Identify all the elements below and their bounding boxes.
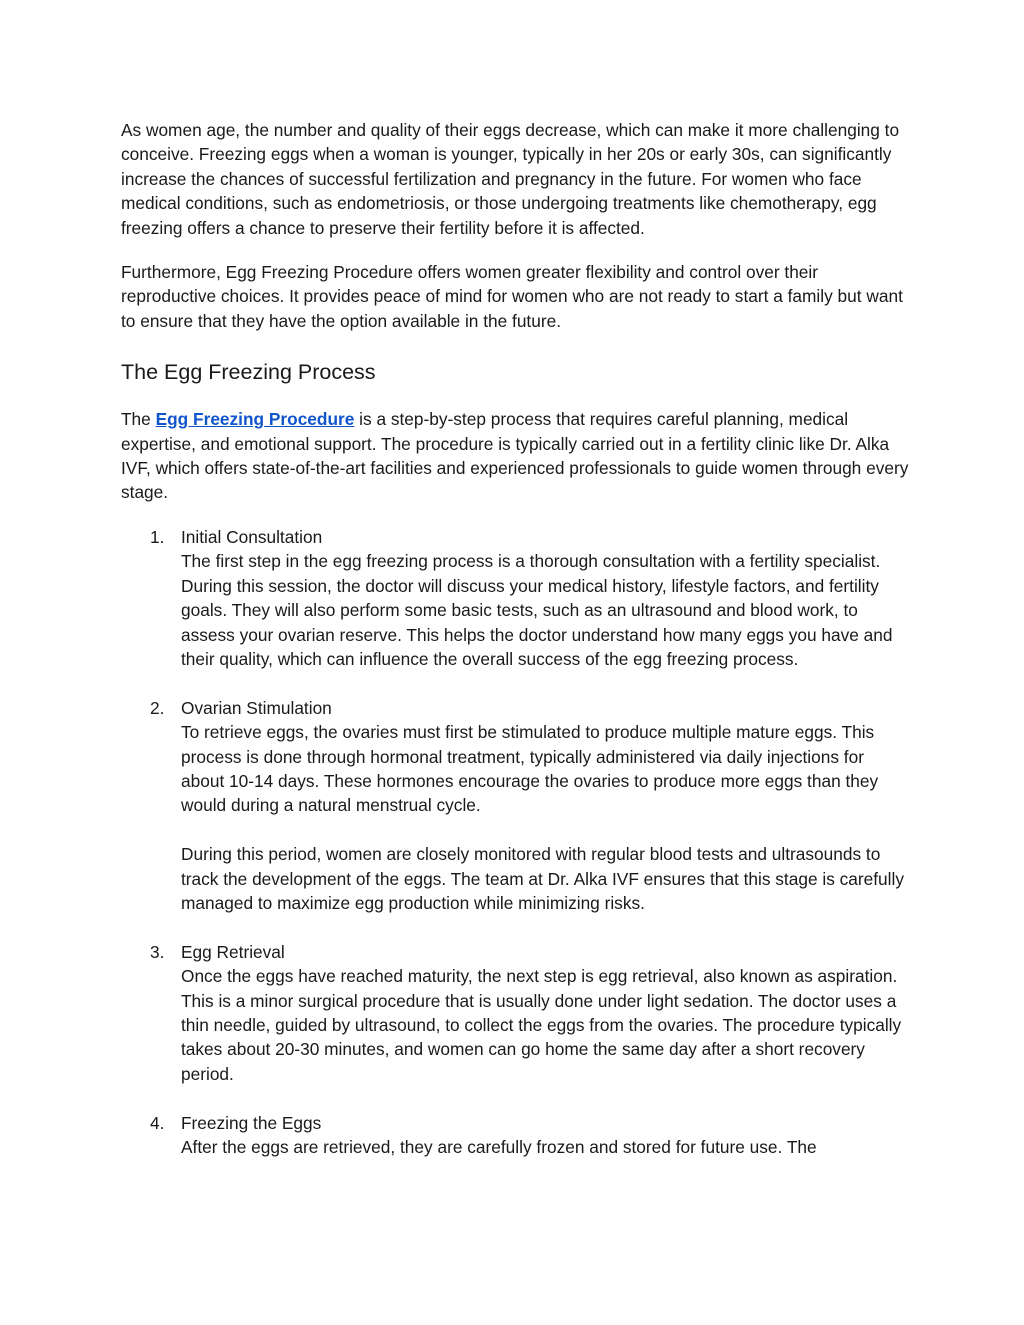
step-body-continued: During this period, women are closely monitored with regular blood tests and ultrasounds to track the development of the eggs. The team at Dr. Alka IVF ensures that this stage is carefully managed to maximize egg production while minimizing risks. xyxy=(181,844,904,913)
step-body: To retrieve eggs, the ovaries must first be stimulated to produce multiple mature eggs. This process is done through hormonal treatment, typically administered via daily injections for about 10-14 days. These hormones encourage the ovaries to produce more eggs than they would during a natural menstrual cycle. xyxy=(181,722,879,816)
list-item xyxy=(121,940,911,1111)
section-heading: The Egg Freezing Process xyxy=(121,360,376,385)
paragraph-age-and-egg-quality: As women age, the number and quality of their eggs decrease, which can make it more challenging to conceive. Freezing eggs when a woman is younger, typically in her 20s or early 30s, can significantly increase the chances of successful fertilization and pregnancy in the future. For women who face medical conditions, such as endometriosis, or those undergoing treatments like chemotherapy, egg freezing offers a chance to preserve their fertility before it is affected. xyxy=(121,120,900,238)
document-page xyxy=(121,118,911,1159)
list-item xyxy=(121,525,911,696)
step-number: 2. xyxy=(150,697,165,718)
step-number: 3. xyxy=(150,941,165,962)
step-body: After the eggs are retrieved, they are carefully frozen and stored for future use. The xyxy=(181,1136,817,1157)
step-title: Initial Consultation xyxy=(181,526,323,547)
step-title: Egg Retrieval xyxy=(181,941,285,962)
process-steps-list xyxy=(121,525,911,1160)
step-body: The first step in the egg freezing process is a thorough consultation with a fertility specialist. During this session, the doctor will discuss your medical history, lifestyle factors, and fertility goals. They will also perform some basic tests, such as an ultrasound and blood work, to assess your ovarian reserve. This helps the doctor understand how many eggs you have and their quality, which can influence the overall success of the egg freezing process. xyxy=(181,551,893,669)
step-title: Ovarian Stimulation xyxy=(181,697,332,718)
intro-suffix: is a step-by-step process that requires careful planning, medical expertise, and emotional support. The procedure is typically carried out in a fertility clinic like Dr. Alka IVF, which offers state-of-the-art facilities and experienced professionals to guide women through every stage. xyxy=(121,409,909,503)
step-title: Freezing the Eggs xyxy=(181,1112,322,1133)
intro-prefix: The xyxy=(121,409,156,430)
paragraph-flexibility: Furthermore, Egg Freezing Procedure offers women greater flexibility and control over their reproductive choices. It provides peace of mind for women who are not ready to start a family but want to ensure that they have the option available in the future. xyxy=(121,262,903,331)
step-body: Once the eggs have reached maturity, the next step is egg retrieval, also known as aspiration. This is a minor surgical procedure that is usually done under light sedation. The doctor uses a thin needle, guided by ultrasound, to collect the eggs from the ovaries. The procedure typically takes about 20-30 minutes, and women can go home the same day after a short recovery period. xyxy=(181,966,902,1084)
step-number: 4. xyxy=(150,1112,165,1133)
list-item xyxy=(121,1111,911,1160)
step-number: 1. xyxy=(150,526,165,547)
section-intro xyxy=(121,407,911,505)
egg-freezing-procedure-link[interactable]: Egg Freezing Procedure xyxy=(155,409,355,430)
list-item xyxy=(121,696,911,940)
